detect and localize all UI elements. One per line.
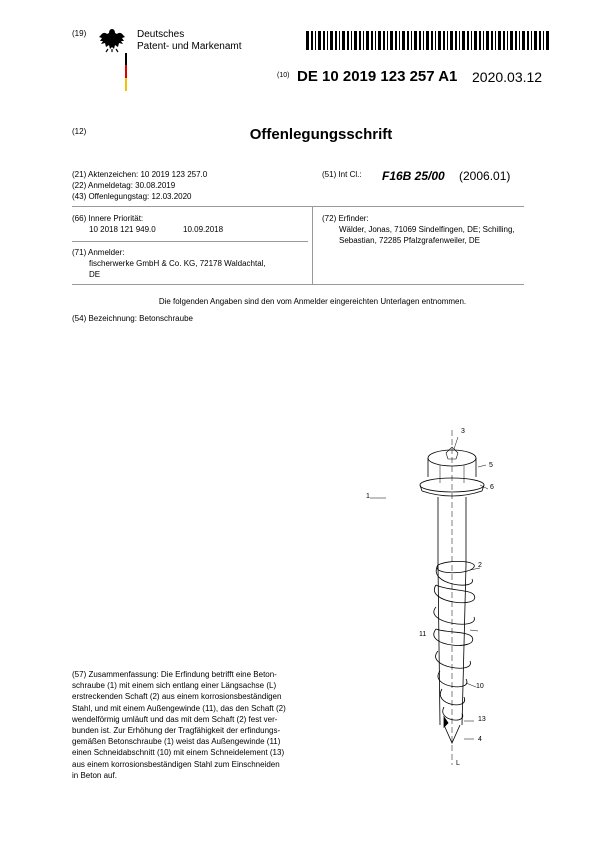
abstract-line: einen Schneidabschnitt (10) mit einem Schneidelement (13): [72, 748, 285, 758]
barcode-bar: [318, 31, 321, 50]
barcode-bar: [515, 31, 517, 50]
field-54-title: (54) Bezeichnung: Betonschraube: [72, 314, 193, 323]
barcode-bar: [315, 31, 316, 50]
barcode-bar: [443, 31, 445, 50]
classification: F16B 25/00: [382, 169, 445, 183]
inventor-line-1: Wälder, Jonas, 71069 Sindelfingen, DE; Schilling,: [339, 225, 515, 234]
publication-date: 2020.03.12: [472, 69, 543, 85]
office-line-2: Patent- und Markenamt: [137, 41, 242, 52]
ref-11: 11: [419, 631, 427, 638]
ref-L: L: [456, 760, 460, 767]
barcode-bar: [378, 31, 381, 50]
barcode-bar: [467, 31, 469, 50]
office-name: [137, 29, 242, 53]
divider-3: [72, 284, 524, 285]
barcode-bar: [483, 31, 484, 50]
code-10: (10): [277, 72, 290, 79]
barcode-bar: [327, 31, 328, 50]
barcode-bar: [359, 31, 361, 50]
barcode-bar: [395, 31, 397, 50]
barcode-bar: [450, 31, 453, 50]
notice: Die folgenden Angaben sind den vom Anmelder eingereichten Unterlagen entnommen.: [158, 297, 467, 306]
abstract-line: (57) Zusammenfassung: Die Erfindung betrifft eine Beton-: [72, 670, 277, 679]
abstract-line: erstreckenden Schaft (2) aus einem korrosionsbeständigen: [72, 692, 282, 702]
field-72-label: (72) Erfinder:: [322, 214, 369, 223]
field-22: (22) Anmeldetag: 30.08.2019: [72, 181, 176, 190]
field-43: (43) Offenlegungstag: 12.03.2020: [72, 192, 192, 201]
barcode-bar: [330, 31, 333, 50]
barcode-bar: [351, 31, 352, 50]
barcode: [306, 31, 552, 50]
barcode-bar: [407, 31, 409, 50]
barcode-bar: [387, 31, 388, 50]
barcode-bar: [371, 31, 373, 50]
concrete-screw-figure: [360, 425, 510, 780]
barcode-bar: [539, 31, 541, 50]
barcode-bar: [431, 31, 433, 50]
barcode-bar: [311, 31, 313, 50]
divider-1: [72, 206, 524, 207]
document-kind: Offenlegungsschrift: [249, 126, 393, 143]
barcode-bar: [402, 31, 405, 50]
barcode-bar: [531, 31, 532, 50]
abstract-line: aus einem korrosionsbeständigen Stahl zum Einschneiden: [72, 759, 280, 769]
barcode-bar: [474, 31, 477, 50]
barcode-bar: [543, 31, 544, 50]
barcode-bar: [527, 31, 529, 50]
ref-3: 3: [461, 428, 465, 435]
barcode-bar: [519, 31, 520, 50]
barcode-bar: [383, 31, 385, 50]
barcode-bar: [455, 31, 457, 50]
inventor-line-2: Sebastian, 72285 Pfalzgrafenweiler, DE: [339, 236, 480, 245]
barcode-bar: [423, 31, 424, 50]
barcode-bar: [435, 31, 436, 50]
federal-eagle-logo: [97, 27, 127, 93]
field-51-label: (51) Int Cl.:: [322, 170, 362, 179]
applicant-line-1: fischerwerke GmbH & Co. KG, 72178 Waldachtal,: [89, 259, 266, 268]
abstract-line: wendelförmig umläuft und das mit dem Schaft (2) fest ver-: [72, 714, 278, 724]
classification-version: (2006.01): [459, 169, 511, 183]
ref-4: 4: [478, 736, 482, 743]
barcode-bar: [459, 31, 460, 50]
barcode-bar: [342, 31, 345, 50]
barcode-bar: [546, 31, 549, 50]
barcode-bar: [510, 31, 513, 50]
field-71-label: (71) Anmelder:: [72, 248, 125, 257]
abstract-line: bunden ist. Zur Erhöhung der Tragfähigkeit der erfindungs-: [72, 726, 281, 736]
barcode-bar: [438, 31, 441, 50]
office-line-1: Deutsches: [137, 29, 185, 40]
abstract-line: Stahl, und mit einem Außengewinde (11), das den Schaft (2): [72, 703, 286, 713]
abstract-line: gemäßen Betonschraube (1) weist das Außengewinde (11): [72, 737, 281, 747]
barcode-bar: [479, 31, 481, 50]
abstract: [72, 669, 310, 781]
barcode-bar: [335, 31, 337, 50]
priority-number: 10 2018 121 949.0: [89, 225, 156, 234]
barcode-bar: [462, 31, 465, 50]
barcode-bar: [503, 31, 505, 50]
barcode-bar: [495, 31, 496, 50]
abstract-line: in Beton auf.: [72, 770, 117, 780]
barcode-bar: [347, 31, 349, 50]
barcode-bar: [390, 31, 393, 50]
column-divider: [312, 206, 313, 284]
barcode-bar: [411, 31, 412, 50]
barcode-bar: [339, 31, 340, 50]
barcode-bar: [323, 31, 325, 50]
barcode-bar: [363, 31, 364, 50]
ref-5: 5: [489, 462, 493, 469]
divider-2: [72, 241, 308, 242]
code-12: (12): [72, 127, 87, 136]
ref-13: 13: [478, 716, 486, 723]
barcode-bar: [399, 31, 400, 50]
ref-1: 1: [366, 493, 370, 500]
barcode-bar: [471, 31, 472, 50]
barcode-bar: [366, 31, 369, 50]
barcode-bar: [375, 31, 376, 50]
barcode-bar: [507, 31, 508, 50]
field-66-label: (66) Innere Priorität:: [72, 214, 144, 223]
barcode-bar: [354, 31, 357, 50]
barcode-bar: [306, 31, 309, 50]
ref-2: 2: [478, 562, 482, 569]
barcode-bar: [486, 31, 489, 50]
code-19: (19): [72, 29, 87, 38]
publication-number: DE 10 2019 123 257 A1: [297, 68, 458, 85]
applicant-line-2: DE: [89, 270, 101, 279]
ref-6: 6: [490, 484, 494, 491]
barcode-bar: [534, 31, 537, 50]
field-21: (21) Aktenzeichen: 10 2019 123 257.0: [72, 170, 208, 179]
barcode-bar: [522, 31, 525, 50]
ref-10: 10: [476, 683, 484, 690]
barcode-bar: [419, 31, 421, 50]
barcode-bar: [498, 31, 501, 50]
barcode-bar: [491, 31, 493, 50]
priority-date: 10.09.2018: [183, 225, 224, 234]
barcode-bar: [414, 31, 417, 50]
barcode-bar: [426, 31, 429, 50]
abstract-line: schraube (1) mit einem sich entlang einer Längsachse (L): [72, 681, 277, 691]
barcode-bar: [447, 31, 448, 50]
